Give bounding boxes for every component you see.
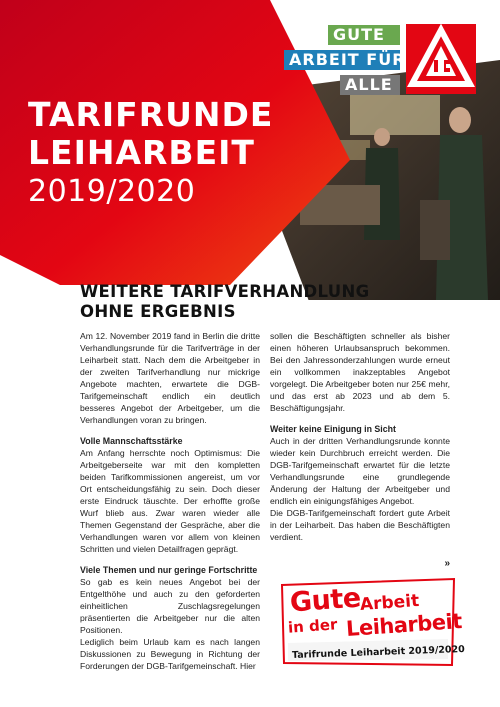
slogan-line-3: ALLE bbox=[340, 75, 400, 95]
section-text-mannschaftsstaerke: Am Anfang herrschte noch Optimismus: Die Arbeitgeberseite war mit den kompletten beiden Tarifkommissionen angereist, um vor Ort entscheidungsfähig zu sein. Doch dieser erste Eindruck täuschte. Der erhoffte große Wurf blieb aus. Zwar waren wieder alle Themen Gegenstand der Gespräche, aber die Verhandlungen waren vor allem von kleinen Schritten und vielen Detailfragen geprägt. bbox=[80, 448, 260, 554]
badge-word-arbeit: Arbeit bbox=[359, 590, 420, 616]
article-headline bbox=[80, 282, 460, 322]
section-text-einigung-2: Die DGB-Tarifgemeinschaft fordert gute Arbeit in der Leiharbeit. Das haben die Beschäftigten verdient. bbox=[270, 508, 450, 542]
badge-subtitle: Tarifrunde Leiharbeit 2019/2020 bbox=[291, 643, 465, 662]
section-heading-einigung: Weiter keine Einigung in Sicht bbox=[270, 424, 396, 434]
headline-line-2: OHNE ERGEBNIS bbox=[80, 302, 236, 321]
gute-arbeit-badge bbox=[278, 577, 465, 667]
hero-banner bbox=[0, 0, 500, 300]
article-column-right bbox=[270, 330, 450, 569]
badge-text bbox=[278, 577, 465, 667]
ig-metall-logo bbox=[406, 24, 476, 94]
continue-marker[interactable]: » bbox=[444, 558, 450, 569]
badge-word-in-der: in der bbox=[287, 615, 338, 637]
title-line-2: LEIHARBEIT bbox=[28, 133, 255, 172]
section-heading-fortschritte: Viele Themen und nur geringe Fortschritte bbox=[80, 565, 258, 575]
hero-title bbox=[28, 96, 273, 210]
slogan-line-2: ARBEIT FÜR bbox=[284, 50, 400, 70]
headline-line-1: WEITERE TARIFVERHANDLUNG bbox=[80, 282, 370, 301]
section-heading-mannschaftsstaerke: Volle Mannschaftsstärke bbox=[80, 436, 183, 446]
section-text-fortschritte-1: So gab es kein neues Angebot bei der Entgelthöhe und auch zu den geforderten einheitlichen Zuschlagsregelungen präsentierten die Arbeitgeber nur die alten Positionen. bbox=[80, 577, 260, 635]
badge-word-leiharbeit: Leiharbeit bbox=[345, 608, 463, 642]
section-text-urlaub: sollen die Beschäftigten schneller als bisher einen höheren Urlaubsanspruch bekommen. Bei den Jahressonderzahlungen wurde erneut ein vollkommen inakzeptables Angebot vorgelegt. Die Arbeitgeber boten nur 25€ mehr, und das erst ab 2023 und ab dem 5. Beschäftigungsjahr. bbox=[270, 331, 450, 413]
article-column-left bbox=[80, 330, 260, 681]
slogan-line-1: GUTE bbox=[328, 25, 400, 45]
title-line-1: TARIFRUNDE bbox=[28, 95, 274, 134]
section-text-fortschritte-2: Lediglich beim Urlaub kam es nach langen Diskussionen zu Bewegung in Richtung der Forderungen der DGB-Tarifgemeinschaft. Hier bbox=[80, 637, 260, 671]
badge-word-gute: Gute bbox=[289, 582, 362, 619]
title-year: 2019/2020 bbox=[28, 174, 196, 209]
article-intro: Am 12. November 2019 fand in Berlin die dritte Verhandlungsrunde für die Tarifverträge in der Leiharbeit statt. Nach dem die Arbeitgeber in der zweiten Tarifverhandlung nur mickrige Angebote machten, erwartete die DGB-Tarifgemeinschaft endlich ein deutlich besseres Angebot der Arbeitgeber, um die Verhandlungen voran zu bringen. bbox=[80, 331, 260, 425]
ig-metall-logo-icon bbox=[406, 24, 476, 94]
section-text-einigung-1: Auch in der dritten Verhandlungsrunde konnte wieder kein Durchbruch erreicht werden. Die DGB-Tarifgemeinschaft erwartet für die letzte Verhandlungsrunde eine grundlegende Änderung der Haltung der Arbeitgeber und endlich ein einigungsfähiges Angebot. bbox=[270, 436, 450, 506]
